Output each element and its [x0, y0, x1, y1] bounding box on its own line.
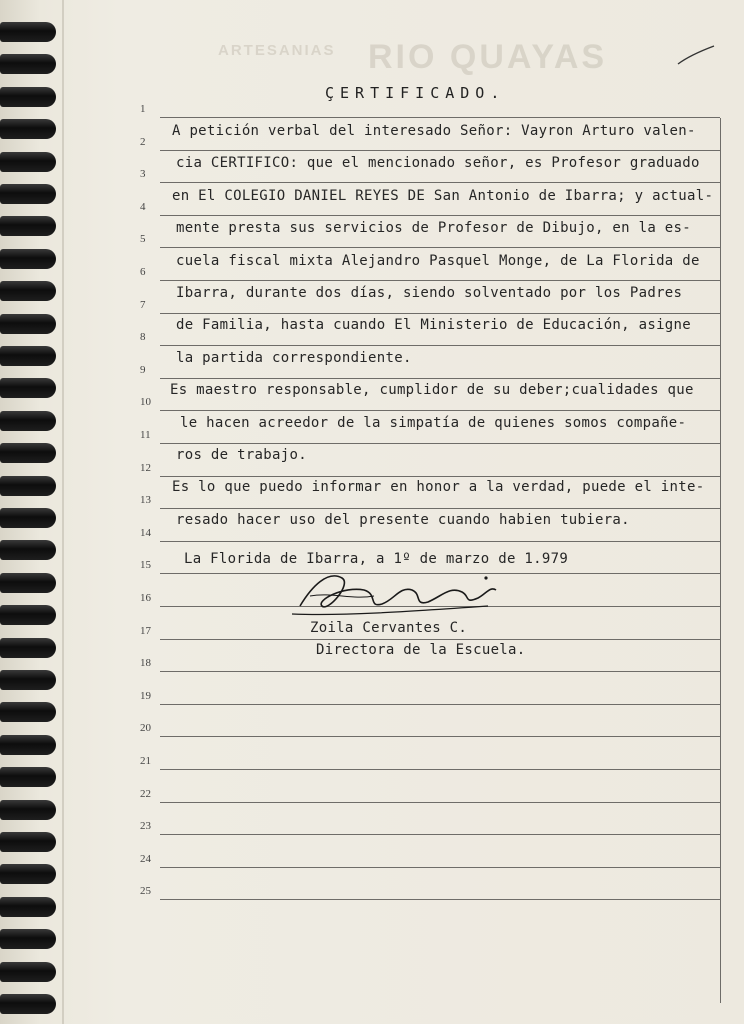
line-number: 18: [140, 657, 151, 670]
spiral-coil: [0, 508, 56, 528]
body-line: de Familia, hasta cuando El Ministerio de Educación, asigne: [176, 317, 691, 334]
spiral-coil: [0, 670, 56, 690]
line-number: 3: [140, 168, 146, 181]
ruled-line: [160, 476, 720, 477]
ruled-line: [160, 639, 720, 640]
page-edge: [62, 0, 64, 1024]
signatory-title: Directora de la Escuela.: [316, 642, 526, 658]
spiral-coil: [0, 994, 56, 1014]
spiral-coil: [0, 605, 56, 625]
line-number: 6: [140, 266, 146, 278]
line-number: 17: [140, 624, 151, 637]
line-number: 20: [140, 722, 151, 735]
line-number: 10: [140, 396, 151, 409]
ruled-line: [160, 769, 720, 770]
spiral-coil: [0, 22, 56, 42]
line-number: 21: [140, 755, 151, 767]
line-number: 23: [140, 820, 151, 833]
spiral-coil: [0, 702, 56, 722]
spiral-coil: [0, 476, 56, 496]
line-number: 15: [140, 559, 151, 572]
line-number: 4: [140, 200, 146, 213]
spiral-coil: [0, 119, 56, 139]
line-number: 14: [140, 526, 151, 539]
spiral-coil: [0, 54, 56, 74]
body-line: A petición verbal del interesado Señor: Vayron Arturo valen-: [172, 123, 696, 139]
spiral-coil: [0, 897, 56, 917]
body-line: cuela fiscal mixta Alejandro Pasquel Monge, de La Florida de: [176, 252, 700, 269]
spiral-coil: [0, 87, 56, 107]
body-line: la partida correspondiente.: [176, 349, 412, 366]
document-title: ÇERTIFICADO.: [325, 84, 506, 102]
spiral-coil: [0, 411, 56, 431]
line-number: 2: [140, 135, 146, 148]
ruled-line: [160, 867, 720, 868]
ruled-line: [160, 150, 720, 151]
line-number: 1: [140, 103, 146, 115]
spiral-coil: [0, 249, 56, 269]
ruled-line: [160, 313, 720, 314]
spiral-coil: [0, 314, 56, 334]
ruled-line: [160, 378, 720, 379]
ruled-line: [160, 345, 720, 346]
body-line: mente presta sus servicios de Profesor de Dibujo, en la es-: [176, 220, 691, 237]
ruled-line: [160, 736, 720, 737]
signatory-name: Zoila Cervantes C.: [310, 620, 468, 636]
ruled-line: [160, 117, 720, 118]
ruled-line: [160, 443, 720, 444]
spiral-coil: [0, 735, 56, 755]
spiral-coil: [0, 540, 56, 560]
line-number: 8: [140, 331, 146, 344]
spiral-coil: [0, 864, 56, 884]
ruled-line: [160, 247, 720, 248]
line-number: 22: [140, 787, 151, 800]
spiral-coil: [0, 767, 56, 787]
spiral-coil: [0, 184, 56, 204]
spiral-coil: [0, 443, 56, 463]
handwritten-signature: [282, 556, 502, 626]
body-line: Es maestro responsable, cumplidor de su deber;cualidades que: [170, 382, 694, 399]
ruled-line: [160, 541, 720, 542]
line-number: 13: [140, 494, 151, 507]
spiral-coil: [0, 800, 56, 820]
ruled-line: [160, 280, 720, 281]
right-margin-line: [720, 118, 721, 1003]
line-number: 9: [140, 363, 146, 376]
line-number: 16: [140, 592, 151, 604]
letterhead-bleed-right: RIO QUAYAS: [368, 38, 608, 76]
spiral-coil: [0, 152, 56, 172]
line-number: 7: [140, 298, 146, 311]
ruled-line: [160, 834, 720, 835]
ruled-line: [160, 802, 720, 803]
ruled-line: [160, 410, 720, 411]
line-number: 19: [140, 689, 151, 702]
ruled-line: [160, 704, 720, 705]
line-number: 12: [140, 461, 151, 474]
spiral-coil: [0, 346, 56, 366]
ruled-line: [160, 899, 720, 900]
body-line: resado hacer uso del presente cuando habien tubiera.: [176, 511, 630, 528]
body-line: ros de trabajo.: [176, 447, 307, 463]
body-line: cia CERTIFICO: que el mencionado señor, es Profesor graduado: [176, 155, 700, 172]
ruled-line: [160, 215, 720, 216]
spiral-coil: [0, 573, 56, 593]
spiral-coil: [0, 281, 56, 301]
letterhead-bleed-left: ARTESANIAS: [218, 42, 336, 59]
spiral-binding: [0, 0, 60, 1024]
spiral-coil: [0, 929, 56, 949]
spiral-coil: [0, 962, 56, 982]
corner-pen-mark: [676, 44, 716, 68]
body-line: Es lo que puedo informar en honor a la verdad, puede el inte-: [172, 479, 705, 496]
ruled-line: [160, 671, 720, 672]
date-line: La Florida de Ibarra, a 1º de marzo de 1.979: [184, 551, 569, 567]
line-number: 5: [140, 233, 146, 246]
ruled-line: [160, 508, 720, 509]
body-line: Ibarra, durante dos días, siendo solventado por los Padres: [176, 285, 683, 301]
spiral-coil: [0, 216, 56, 236]
spiral-coil: [0, 378, 56, 398]
line-number: 24: [140, 852, 151, 865]
line-number: 11: [140, 429, 151, 441]
line-number: 25: [140, 885, 151, 898]
body-line: en El COLEGIO DANIEL REYES DE San Antonio de Ibarra; y actual-: [172, 187, 714, 204]
spiral-coil: [0, 832, 56, 852]
ruled-line: [160, 182, 720, 183]
body-line: le hacen acreedor de la simpatía de quienes somos compañe-: [180, 414, 687, 431]
spiral-coil: [0, 638, 56, 658]
